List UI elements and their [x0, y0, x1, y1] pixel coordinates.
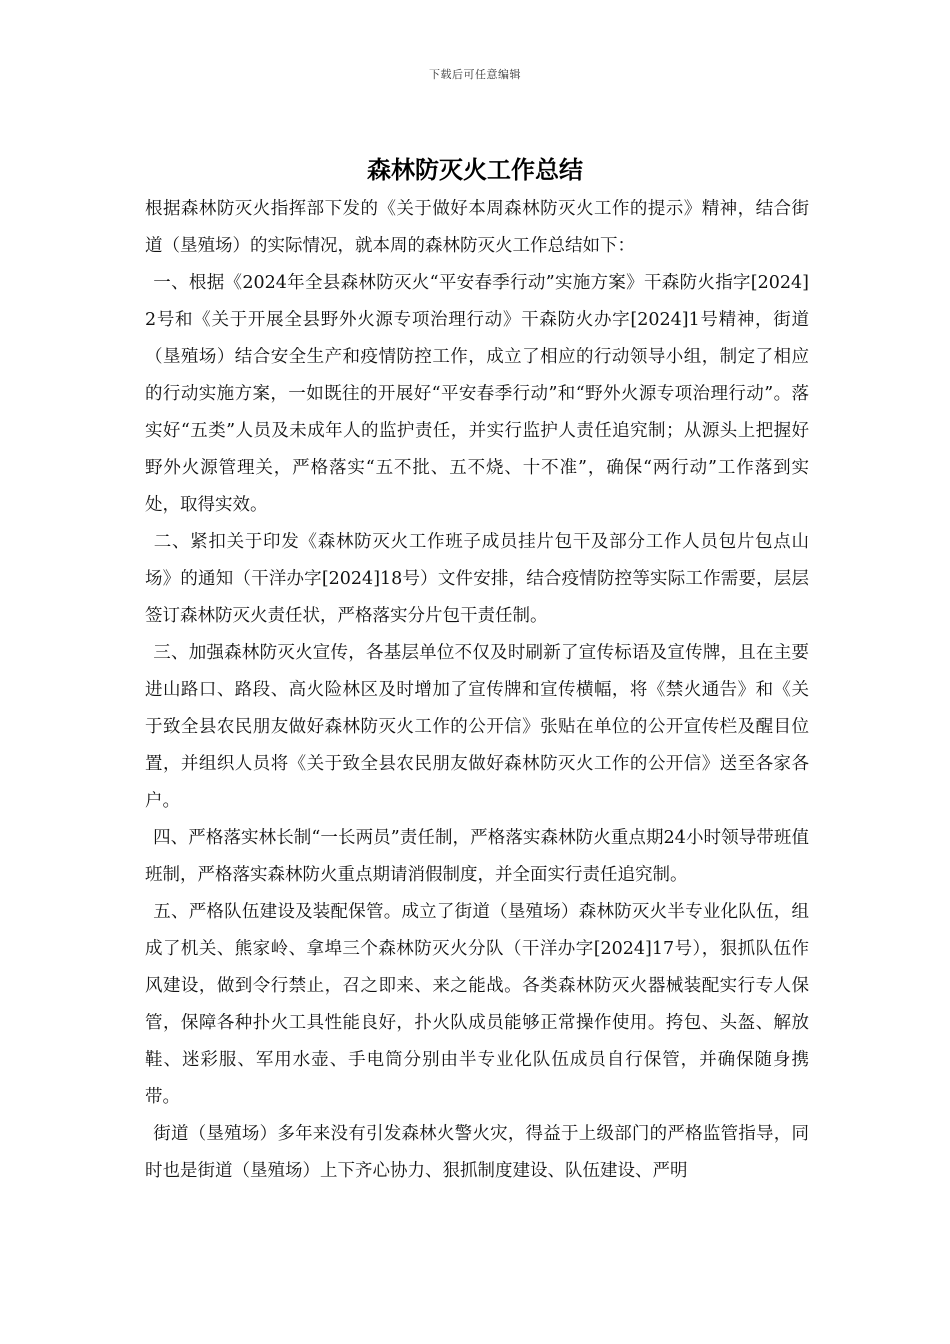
paragraph-section-2: [145, 524, 809, 635]
paragraph-section-2-text: 二、紧扣关于印发《森林防灭火工作班子成员挂片包干及部分工作人员包片包点山场》的通知（干洋办字[2024]18号）文件安排，结合疫情防控等实际工作需要，层层签订森林防灭火责任状，严格落实分片包干责任制。: [145, 532, 809, 626]
paragraph-section-4-text: 四、严格落实林长制“一长两员”责任制，严格落实森林防火重点期24小时领导带班值班制，严格落实森林防火重点期请消假制度，并全面实行责任追究制。: [145, 828, 809, 885]
paragraph-conclusion: [145, 1116, 809, 1190]
page-title: 森林防灭火工作总结: [367, 156, 583, 184]
paragraph-section-3-text: 三、加强森林防灭火宣传，各基层单位不仅及时刷新了宣传标语及宣传牌，且在主要进山路口、路段、高火险林区及时增加了宣传牌和宣传横幅，将《禁火通告》和《关于致全县农民朋友做好森林防灭火工作的公开信》张贴在单位的公开宣传栏及醒目位置，并组织人员将《关于致全县农民朋友做好森林防灭火工作的公开信》送至各家各户。: [145, 643, 809, 811]
header-note: 下载后可任意编辑: [429, 68, 521, 81]
paragraph-section-3: [145, 635, 809, 820]
paragraph-intro: 根据森林防灭火指挥部下发的《关于做好本周森林防灭火工作的提示》精神，结合街道（垦殖场）的实际情况，就本周的森林防灭火工作总结如下：: [145, 199, 809, 256]
paragraph-section-5: [145, 894, 809, 1116]
paragraph-conclusion-text: 街道（垦殖场）多年来没有引发森林火警火灾，得益于上级部门的严格监管指导，同时也是街道（垦殖场）上下齐心协力、狠抓制度建设、队伍建设、严明: [145, 1124, 809, 1181]
paragraph-section-1-text: 一、根据《2024年全县森林防灭火“平安春季行动”实施方案》干森防火指字[2024]2号和《关于开展全县野外火源专项治理行动》干森防火办字[2024]1号精神，街道（垦殖场）结合安全生产和疫情防控工作，成立了相应的行动领导小组，制定了相应的行动实施方案，一如既往的开展好“平安春季行动”和“野外火源专项治理行动”。落实好“五类”人员及未成年人的监护责任，并实行监护人责任追究制；从源头上把握好野外火源管理关，严格落实“五不批、五不烧、十不准”，确保“两行动”工作落到实处，取得实效。: [145, 273, 809, 515]
paragraph-section-1: [145, 265, 809, 524]
document-body: [145, 191, 809, 1190]
paragraph-section-5-text: 五、严格队伍建设及装配保管。成立了街道（垦殖场）森林防灭火半专业化队伍，组成了机关、熊家岭、拿埠三个森林防灭火分队（干洋办字[2024]17号），狠抓队伍作风建设，做到令行禁止，召之即来、来之能战。各类森林防灭火器械装配实行专人保管，保障各种扑火工具性能良好，扑火队成员能够正常操作使用。挎包、头盔、解放鞋、迷彩服、军用水壶、手电筒分别由半专业化队伍成员自行保管，并确保随身携带。: [145, 902, 809, 1107]
paragraph-section-4: [145, 820, 809, 894]
